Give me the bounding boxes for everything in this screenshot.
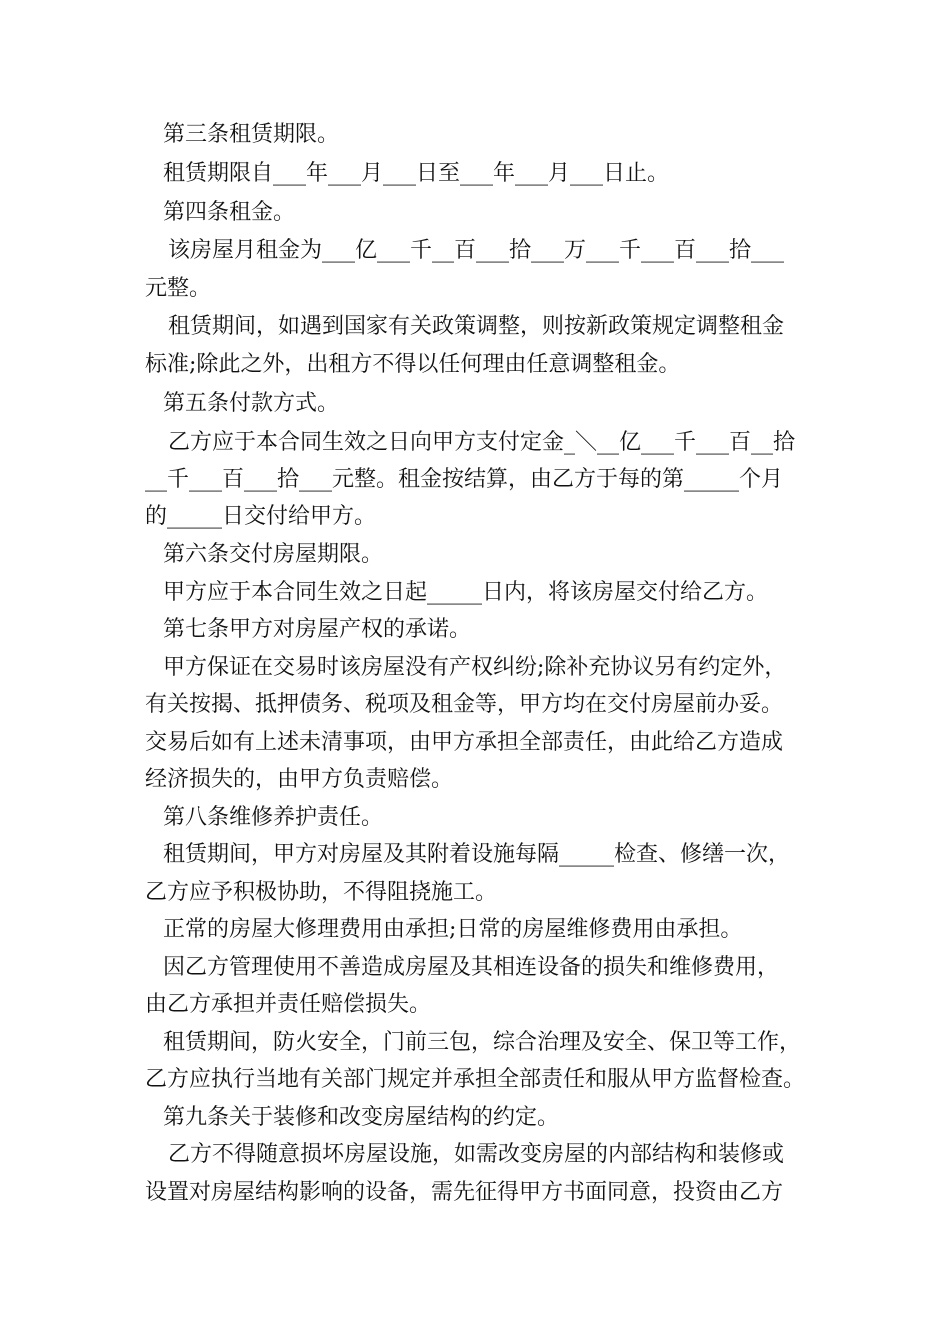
rent-amount-line-cont: 元整。 bbox=[145, 276, 212, 301]
rent-adjust-line-cont: 标准;除此之外，出租方不得以任何理由任意调整租金。 bbox=[145, 352, 681, 377]
article-7-heading: 第七条甲方对房屋产权的承诺。 bbox=[163, 617, 472, 642]
renovation-line-cont: 设置对房屋结构影响的设备，需先征得甲方书面同意，投资由乙方 bbox=[145, 1180, 784, 1205]
title-warranty-line: 甲方保证在交易时该房屋没有产权纠纷;除补充协议另有约定外， bbox=[163, 655, 787, 680]
delivery-line: 甲方应于本合同生效之日起_____日内，将该房屋交付给乙方。 bbox=[163, 580, 769, 605]
rent-amount-line: 该房屋月租金为___亿___千__百___拾___万___千___百___拾___ bbox=[168, 238, 785, 263]
title-warranty-line-cont-3: 经济损失的，由甲方负责赔偿。 bbox=[145, 767, 454, 792]
article-5-heading: 第五条付款方式。 bbox=[163, 391, 340, 416]
damage-line-cont: 由乙方承担并责任赔偿损失。 bbox=[145, 992, 432, 1017]
lease-term-line: 租赁期限自___年___月___日至___年___月___日止。 bbox=[163, 161, 670, 186]
repair-cost-line: 正常的房屋大修理费用由承担;日常的房屋维修费用由承担。 bbox=[163, 917, 743, 942]
damage-line: 因乙方管理使用不善造成房屋及其相连设备的损失和维修费用， bbox=[163, 955, 780, 980]
deposit-line-cont-2: 的_____日交付给甲方。 bbox=[145, 504, 377, 529]
safety-line-cont: 乙方应执行当地有关部门规定并承担全部责任和服从甲方监督检查。 bbox=[145, 1067, 806, 1092]
maintenance-line-cont: 乙方应予积极协助，不得阻挠施工。 bbox=[145, 880, 498, 905]
rent-adjust-line: 租赁期间，如遇到国家有关政策调整，则按新政策规定调整租金 bbox=[168, 314, 785, 339]
article-3-heading: 第三条租赁期限。 bbox=[163, 122, 340, 147]
title-warranty-line-cont-2: 交易后如有上述未清事项，由甲方承担全部责任，由此给乙方造成 bbox=[145, 730, 784, 755]
article-4-heading: 第四条租金。 bbox=[163, 200, 296, 225]
deposit-line: 乙方应于本合同生效之日向甲方支付定金_＼__亿___千___百__拾 bbox=[168, 430, 796, 455]
article-9-heading: 第九条关于装修和改变房屋结构的约定。 bbox=[163, 1105, 560, 1130]
safety-line: 租赁期间，防火安全，门前三包，综合治理及安全、保卫等工作， bbox=[163, 1030, 802, 1055]
maintenance-line: 租赁期间，甲方对房屋及其附着设施每隔_____检查、修缮一次， bbox=[163, 842, 791, 867]
deposit-line-cont: __千___百___拾___元整。租金按结算，由乙方于每的第_____个月 bbox=[145, 467, 784, 492]
article-6-heading: 第六条交付房屋期限。 bbox=[163, 542, 384, 567]
renovation-line: 乙方不得随意损坏房屋设施，如需改变房屋的内部结构和装修或 bbox=[168, 1142, 785, 1167]
article-8-heading: 第八条维修养护责任。 bbox=[163, 805, 384, 830]
title-warranty-line-cont: 有关按揭、抵押债务、税项及租金等，甲方均在交付房屋前办妥。 bbox=[145, 692, 784, 717]
